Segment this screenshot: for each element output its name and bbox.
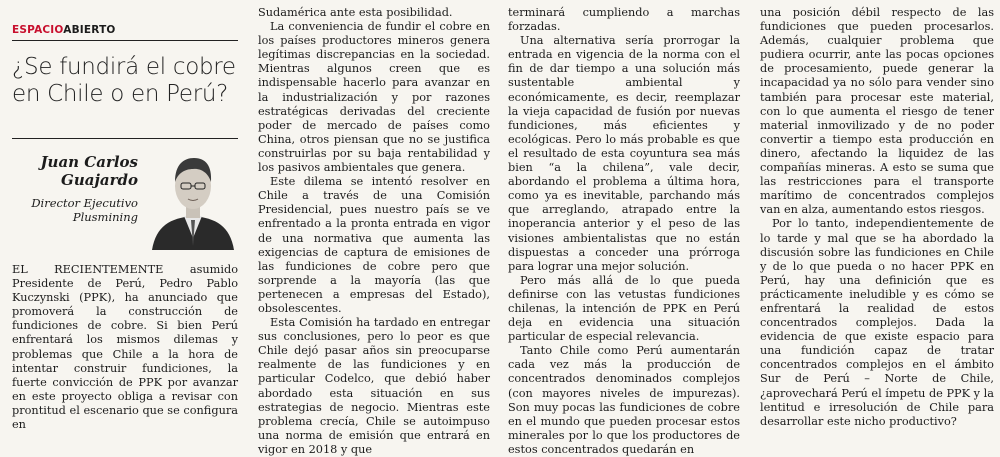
paragraph: [12, 263, 238, 432]
column-3: [508, 6, 740, 456]
column-1: [12, 6, 238, 432]
headline: ¿Se fundirá el cobre en Chile o en Perú?: [12, 54, 236, 107]
section-tag-rest: ABIERTO: [63, 24, 116, 36]
paragraph: Sudamérica ante esta posibilidad.: [258, 6, 453, 19]
paragraph: Esta Comisión ha tardado en entregar sus conclusiones, pero lo peor es que Chile dejó pasar años sin preocuparse realmente de las fundiciones y en particular Codelco, que debió haber abordado esta situación en sus estrategias de negocio. Mientras este problema crecía, Chile se autoimpuso una norma de emisión que entrará en vigor en 2018 y que: [258, 316, 490, 456]
column-2: [258, 6, 490, 456]
section-tag-accent: ESPACIO: [12, 24, 64, 36]
paragraph: Este dilema se intentó resolver en Chile a través de una Comisión Presidencial, pues nuestro país se ve enfrentado a la pronta entrada en vigor de una normativa que aumenta las exigencias de captura de emisiones de las fundiciones de cobre pero que sorprende a la mayoría (las que pertenecen a empresas del Estado), obsolescentes.: [258, 175, 490, 315]
paragraph-text: asumido Presidente de Perú, Pedro Pablo Kuczynski (PPK), ha anunciado que promoverá la construcción de fundiciones de cobre. Si bien Perú enfrentará los mismos dilemas y problemas que Chile a la hora de intentar construir fundiciones, la fuerte convicción de PPK por avanzar en este proyecto obliga a revisar con prontitud el escenario que se configura en: [12, 263, 238, 432]
paragraph: Por lo tanto, independientemente de lo tarde y mal que se ha abordado la discusión sobre las fundiciones en Chile y de lo que pueda o no hacer PPK en Perú, hay una definición que es prácticamente ineludible y es cómo se enfrentará la realidad de estos concentrados complejos. Dada la evidencia de que existe espacio para una fundición capaz de tratar concentrados complejos en el ámbito Sur de Perú – Norte de Chile, ¿aprovechará Perú el ímpetu de PPK y la lentitud e irresolución de Chile para desarrollar este nicho productivo?: [760, 217, 995, 428]
paragraph: La conveniencia de fundir el cobre en los países productores mineros genera legítimas discrepancias en la sociedad. Mientras algunos creen que es indispensable hacerlo para avanzar en la industrialización y por razones estratégicas derivadas del creciente poder de mercado de países como China, otros piensan que no se justifica construirlas por su baja rentabilidad y los pasivos ambientales que genera.: [258, 20, 490, 175]
paragraph: Una alternativa sería prorrogar la entrada en vigencia de la norma con el fin de dar tiempo a una solución más sustentable ambiental y económicamente, es decir, reemplazar la vieja capacidad de fusión por nuevas fundiciones, más eficientes y ecológicas. Pero lo más probable es que el resultado de esta coyuntura sea más bien “a la chilena”, vale decir, abordando el problema a última hora, como ya es inevitable, parchando más que arreglando, atrapado entre la inoperancia anterior y el peso de las visiones ambientalistas que no están dispuestas a conceder una prórroga para lograr una mejor solución.: [508, 34, 740, 273]
paragraph: Tanto Chile como Perú aumentarán cada vez más la producción de concentrados denominados complejos (con mayores niveles de impurezas). Son muy pocas las fundiciones de cobre en el mundo que pueden procesar estos minerales por lo que los productores de estos concentrados quedarán en: [508, 344, 740, 456]
paragraph: terminará cumpliendo a marchas forzadas.: [508, 6, 740, 34]
column-4: [760, 6, 995, 428]
paragraph: Pero más allá de lo que pueda definirse con las vetustas fundiciones chilenas, la intención de PPK en Perú deja en evidencia una situación particular de especial relevancia.: [508, 273, 740, 344]
lead-in: EL RECIENTEMENTE: [12, 263, 164, 276]
paragraph: una posición débil respecto de las fundiciones que pueden procesarlos. Además, cualquier problema que pudiera ocurrir, ante las pocas opciones de procesamiento, puede generar la incapacidad ya no sólo para vender sino también para procesar este material, con lo que aumenta el riesgo de tener material inmovilizado y de no poder convertir a tiempo esta producción en dinero, afectando la liquidez de las compañías mineras. A esto se suma que las restricciones para el transporte marítimo de concentrados complejos van en alza, aumentando estos riesgos.: [760, 6, 994, 217]
author-role: Director Ejecutivo Plusmining: [31, 196, 138, 224]
author-name: Juan Carlos Guajardo: [40, 153, 138, 189]
